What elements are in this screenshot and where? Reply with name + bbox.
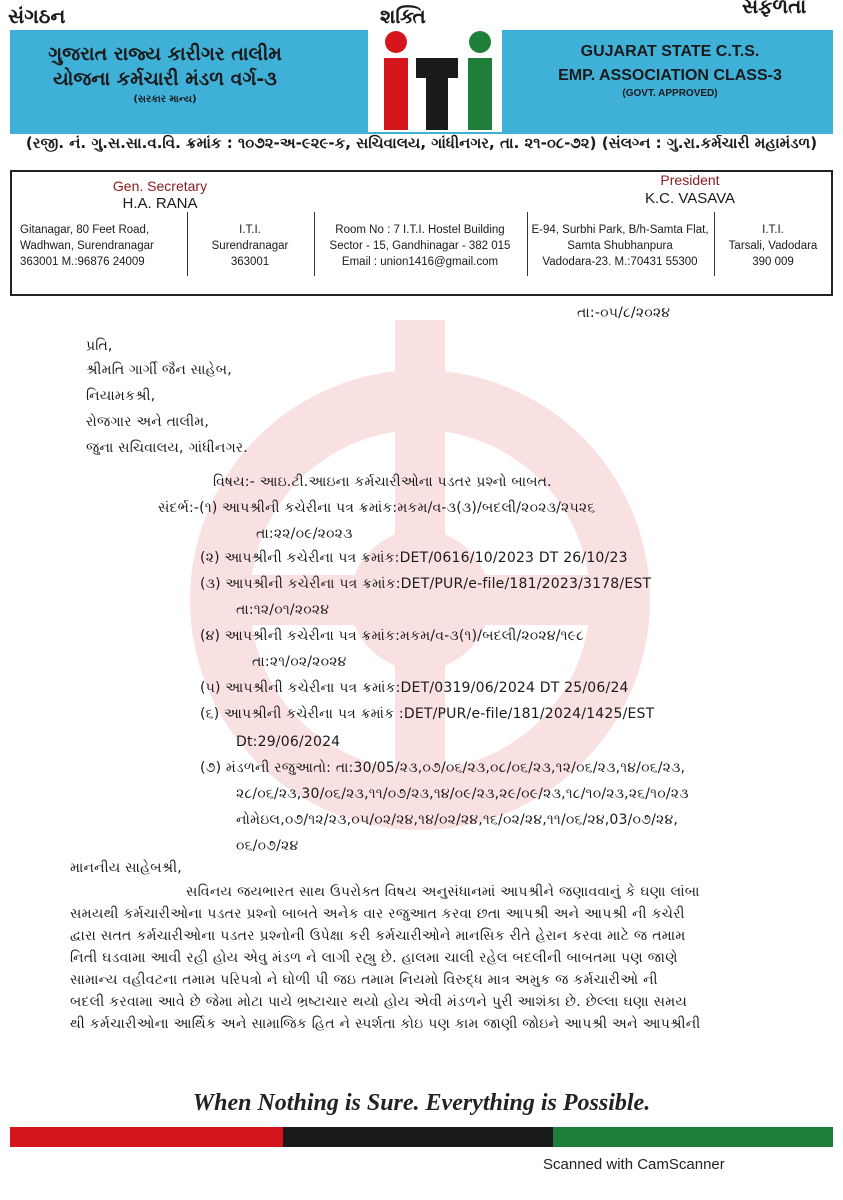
reference-line: નોમેઇલ,૦૭/૧૨/૨૩,૦૫/૦૨/૨૪,૧૪/૦૨/૨૪,૧૬/૦૨/૨૪,૧૧/૦૬/૨૪,03/૦૭/૨૪, <box>236 812 678 828</box>
divider <box>314 212 315 276</box>
body-line: સમયથી કર્મચારીઓના પડતર પ્રશ્નો બાબતે અનેક વાર રજુઆત કરવા છતા આપશ્રી અને આપશ્રી ની કચેરી <box>70 906 685 922</box>
divider <box>714 212 715 276</box>
address-line: 390 009 <box>752 256 794 268</box>
letter-date: તા:-૦૫/૮/૨૦૨૪ <box>577 305 671 321</box>
reference-line: (૨) આપશ્રીની કચેરીના પત્ર ક્રમાંક:DET/0616/10/2023 DT 26/10/23 <box>200 550 628 566</box>
footer-band-black <box>283 1127 553 1147</box>
secretary-role: Gen. Secretary <box>112 178 208 194</box>
reference-line: (૩) આપશ્રીની કચેરીના પત્ર ક્રમાંક:DET/PUR/e-file/181/2023/3178/EST <box>200 576 652 592</box>
address-secretary-home <box>20 222 180 270</box>
slogan-left: સંગઠન <box>8 4 66 28</box>
slogan-right: સફળતા <box>742 0 807 18</box>
body-line: નિતી ઘડવામા આવી રહી હોય એવુ મંડળ ને લાગી રહ્યુ છે. હાલમા ચાલી રહેલ બદલીની બાબતમા પણ જાણે <box>70 950 678 966</box>
govt-approved-gujarati: (સરકાર માન્ય) <box>133 94 197 105</box>
address-line: Samta Shubhanpura <box>567 240 673 252</box>
body-line: દ્વારા સતત કર્મચારીઓના પડતર પ્રશ્નોની ઉપેક્ષા કરી કર્મચારીઓને માનસિક રીતે હેરાન કરવા માટે જ તમામ <box>70 928 686 944</box>
govt-approved-english: (GOVT. APPROVED) <box>622 88 718 99</box>
association-name-gujarati <box>30 42 300 92</box>
divider <box>187 212 188 276</box>
reference-line: તા:૨૨/૦૯/૨૦૨૩ <box>256 526 353 542</box>
scanner-watermark: Scanned with CamScanner <box>543 1156 725 1173</box>
reference-line: (૪) આપશ્રીની કચેરીના પત્ર ક્રમાંક:મકમ/વ-૩(૧)/બદલી/૨૦૨૪/૧૯૮ <box>200 628 585 644</box>
recipient-line: રોજગાર અને તાલીમ, <box>86 414 210 430</box>
address-secretary-iti <box>190 222 310 270</box>
footer-slogan: When Nothing is Sure. Everything is Possible. <box>192 1090 651 1116</box>
reference-line: (૭) મંડળની રજુઆતો: તા:30/05/૨૩,૦૭/૦૬/૨૩,૦૮/૦૬/૨૩,૧૨/૦૬/૨૩,૧૪/૦૬/૨૩, <box>200 760 686 776</box>
slogan-center: શક્તિ <box>380 4 426 28</box>
association-name-english <box>520 40 820 88</box>
reference-line: ૨૮/૦૬/૨૩,30/૦૬/૨૩,૧૧/૦૭/૨૩,૧૪/૦૯/૨૩,૨૯/૦૯/૨૩,૧૮/૧૦/૨૩,૨૬/૧૦/૨૩ <box>236 786 689 802</box>
salutation: માનનીય સાહેબશ્રી, <box>70 860 182 876</box>
address-president-iti <box>716 222 830 270</box>
iti-logo <box>368 28 502 132</box>
footer-band-red <box>10 1127 283 1147</box>
president-role: President <box>660 172 720 188</box>
address-line: Wadhwan, Surendranagar <box>20 240 154 252</box>
address-line: 363001 M.:96876 24009 <box>20 256 145 268</box>
address-line: Gitanagar, 80 Feet Road, <box>20 224 150 236</box>
address-line: Sector - 15, Gandhinagar - 382 015 <box>329 240 511 252</box>
recipient-line: નિયામકશ્રી, <box>86 388 156 404</box>
address-line: Email : union1416@gmail.com <box>341 256 499 268</box>
address-president-home <box>530 222 710 270</box>
registration-line: (રજી. નં. ગુ.સ.સા.વ.વિ. ક્રમાંક : ૧૦૭૨-અ-૯૨૯-ક, સચિવાલય, ગાંધીનગર, તા. ૨૧-૦૮-૭૨) (સંલગ્ન : ગુ.રા.કર્મચારી મહામંડળ) <box>25 134 818 152</box>
body-line: થી કર્મચારીઓના આર્થિક અને સામાજિક હિત ને સ્પર્શતા કોઇ પણ કામ જાણી જોઇને આપશ્રી અને આપશ્રીની <box>70 1016 701 1032</box>
reference-line: (૬) આપશ્રીની કચેરીના પત્ર ક્રમાંક :DET/PUR/e-file/181/2024/1425/EST <box>200 706 655 722</box>
subject-line: વિષય:- આઇ.ટી.આઇના કર્મચારીઓના પડતર પ્રશ્નો બાબત. <box>213 474 552 490</box>
address-line: E-94, Surbhi Park, B/h-Samta Flat, <box>531 224 709 236</box>
reference-line: સંદર્ભ:-(૧) આપશ્રીની કચેરીના પત્ર ક્રમાંક:મકમ/વ-૩(૩)/બદલી/૨૦૨૩/૨૫૨૬ <box>158 500 596 516</box>
association-name-gujarati-line1: ગુજરાત રાજ્ય કારીગર તાલીમ <box>48 43 282 65</box>
recipient-line: શ્રીમતિ ગાર્ગી જૈન સાહેબ, <box>86 362 232 378</box>
recipient-line: જુના સચિવાલય, ગાંધીનગર. <box>86 440 248 456</box>
secretary-name: H.A. RANA <box>122 195 198 212</box>
reference-line: Dt:29/06/2024 <box>236 734 341 750</box>
body-line: બદલી કરવામા આવે છે જેમા મોટા પાયે ભ્રષ્ટાચાર થયો હોય એવી મંડળને પુરી આશંકા છે. છેલ્લા ઘણા સમય <box>70 994 688 1010</box>
address-line: I.T.I. <box>762 224 784 236</box>
reference-line: તા:૧૨/૦૧/૨૦૨૪ <box>236 602 330 618</box>
address-line: I.T.I. <box>239 224 261 236</box>
reference-line: ૦૬/૦૭/૨૪ <box>236 838 299 854</box>
recipient-line: પ્રતિ, <box>86 338 113 354</box>
footer-band-green <box>553 1127 833 1147</box>
body-line: સામાન્ય વહીવટના તમામ પરિપત્રો ને ઘોળી પી જઇ તમામ નિયમો વિરુદ્ધ માત્ર અમુક જ કર્મચારીઓ ની <box>70 972 658 988</box>
address-line: Tarsali, Vadodara <box>728 240 818 252</box>
association-name-english-line2: EMP. ASSOCIATION CLASS-3 <box>558 67 782 84</box>
body-line: સવિનય જયભારત સાથ ઉપરોક્ત વિષય અનુસંધાનમાં આપશ્રીને જણાવવાનું કે ઘણા લાંબા <box>186 884 700 900</box>
reference-line: તા:૨૧/૦૨/૨૦૨૪ <box>252 654 347 670</box>
association-name-english-line1: GUJARAT STATE C.T.S. <box>580 43 760 60</box>
address-line: Room No : 7 I.T.I. Hostel Building <box>335 224 505 236</box>
reference-line: (૫) આપશ્રીની કચેરીના પત્ર ક્રમાંક:DET/0319/06/2024 DT 25/06/24 <box>200 680 629 696</box>
address-line: 363001 <box>230 256 270 268</box>
association-name-gujarati-line2: યોજના કર્મચારી મંડળ વર્ગ-૩ <box>53 68 277 90</box>
address-line: Vadodara-23. M.:70431 55300 <box>542 256 698 268</box>
address-line: Surendranagar <box>211 240 289 252</box>
divider <box>527 212 528 276</box>
address-union-office <box>318 222 522 270</box>
president-name: K.C. VASAVA <box>644 190 736 207</box>
